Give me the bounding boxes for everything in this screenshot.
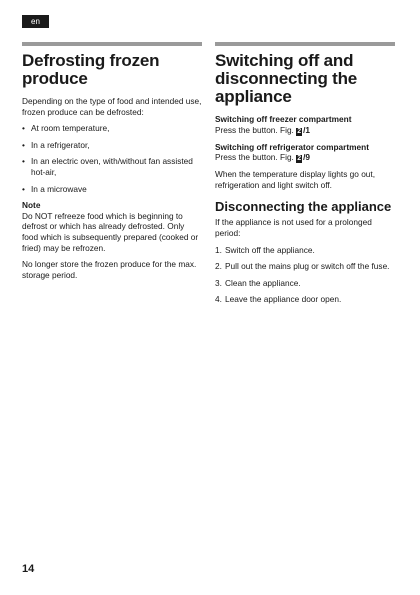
freezer-heading: Switching off freezer compartment	[215, 114, 352, 124]
note-title: Note	[22, 200, 41, 211]
note-text: Do NOT refreeze food which is beginning to defrost or which has already defrosted. Only food which is subsequently prepared (cooked or fried) may be refrozen.	[22, 210, 199, 253]
list-item: • In an electric oven, with/without fan assisted hot-air,	[22, 156, 202, 177]
step-number: 2.	[215, 261, 222, 272]
step-text: Switch off the appliance.	[225, 244, 315, 255]
disconnecting-title: Disconnecting the appliance	[215, 199, 392, 215]
list-item	[215, 294, 395, 305]
step-text: Leave the appliance door open.	[225, 294, 342, 305]
figure-ref: /1	[303, 124, 311, 135]
page-number: 14	[22, 563, 35, 575]
list-item	[215, 278, 395, 289]
disconnect-intro: If the appliance is not used for a prolonged period:	[215, 217, 372, 238]
right-column	[215, 42, 395, 311]
step-number: 4.	[215, 294, 222, 305]
defrosting-methods-list	[22, 123, 202, 194]
storage-text: No longer store the frozen produce for the max. storage period.	[22, 259, 197, 280]
freezer-instruction	[215, 114, 395, 136]
section-rule	[215, 42, 395, 46]
freezer-text: Press the button. Fig.	[215, 124, 294, 135]
step-text: Clean the appliance.	[225, 277, 301, 288]
switching-off-title: Switching off and disconnecting the appliance	[215, 51, 358, 106]
figure-number-badge: 2	[297, 155, 302, 163]
fridge-instruction	[215, 142, 395, 164]
fridge-text: Press the button. Fig.	[215, 152, 294, 163]
fridge-heading: Switching off refrigerator compartment	[215, 141, 369, 152]
left-column	[22, 42, 202, 286]
list-item: • In a refrigerator,	[22, 140, 202, 151]
figure-number-badge: 2	[297, 127, 302, 135]
defrosting-intro: Depending on the type of food and intended use, frozen produce can be defrosted:	[22, 96, 202, 117]
step-number: 1.	[215, 244, 222, 255]
list-item: • In a microwave	[22, 184, 202, 195]
figure-ref: /9	[303, 152, 311, 163]
disconnect-steps-list	[215, 245, 395, 305]
step-number: 3.	[215, 277, 222, 288]
defrosting-title: Defrosting frozen produce	[22, 51, 160, 88]
section-rule	[22, 42, 202, 46]
lights-text: When the temperature display lights go out, refrigeration and light switch off.	[215, 169, 376, 190]
step-text: Pull out the mains plug or switch off the fuse.	[225, 261, 390, 272]
list-item	[215, 261, 395, 272]
language-tab: en	[22, 15, 49, 28]
list-item	[215, 245, 395, 256]
list-item: • At room temperature,	[22, 123, 202, 134]
